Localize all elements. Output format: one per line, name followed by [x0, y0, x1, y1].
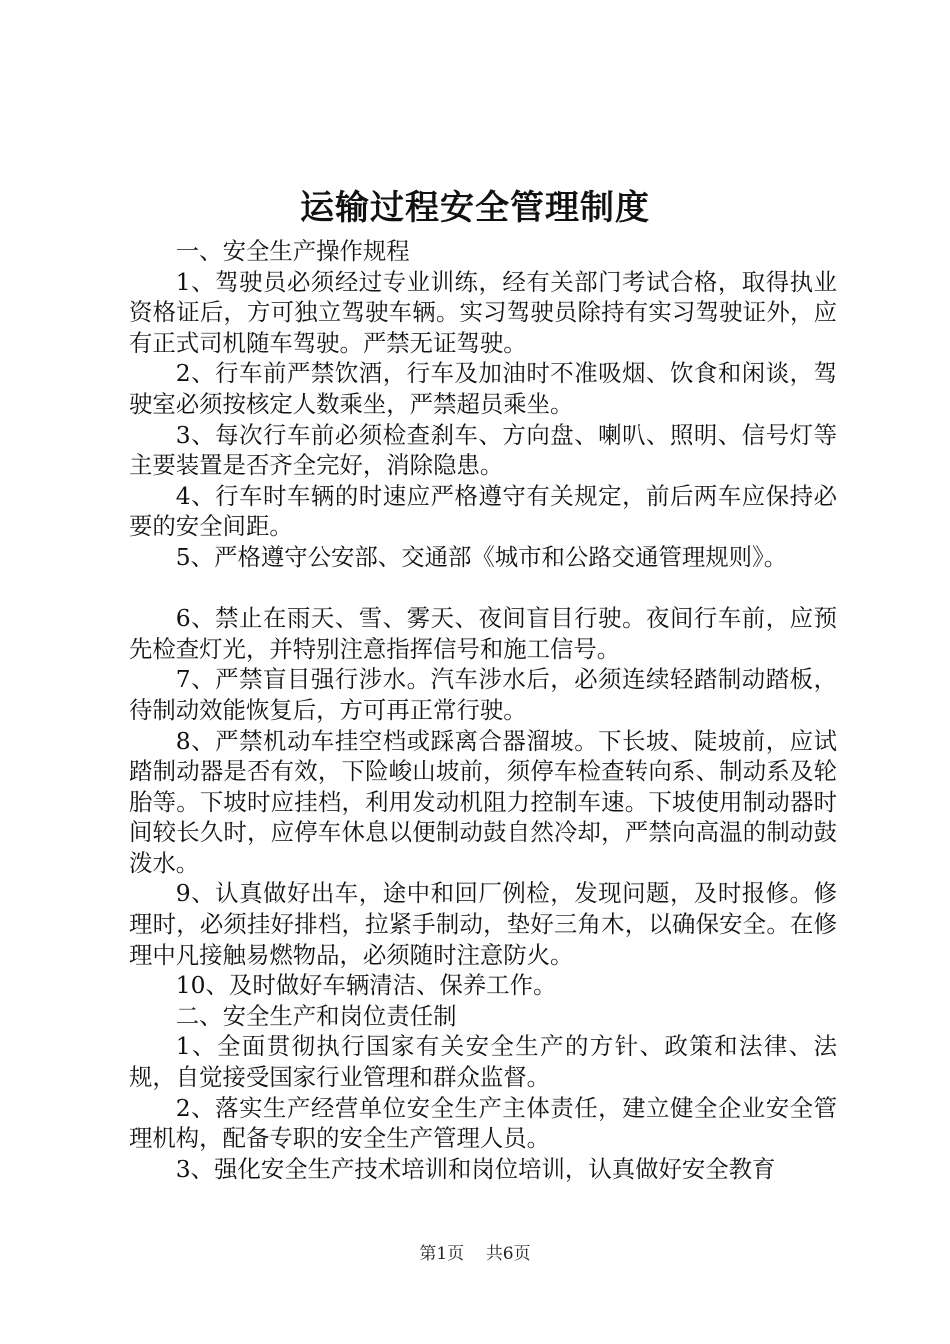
paragraph: 3、每次行车前必须检查刹车、方向盘、喇叭、照明、信号灯等主要装置是否齐全完好，消除隐患。 [129, 420, 837, 480]
paragraph: 9、认真做好出车，途中和回厂例检，发现问题，及时报修。修理时，必须挂好排档，拉紧手制动，垫好三角木，以确保安全。在修理中凡接触易燃物品，必须随时注意防火。 [129, 879, 837, 969]
section-heading: 二、安全生产和岗位责任制 [175, 1001, 457, 1030]
page-separator [470, 1242, 481, 1266]
page-footer [0, 1242, 950, 1266]
paragraph: 1、驾驶员必须经过专业训练，经有关部门考试合格，取得执业资格证后，方可独立驾驶车辆。实习驾驶员除持有实习驾驶证外，应有正式司机随车驾驶。严禁无证驾驶。 [129, 267, 837, 357]
paragraph: 2、行车前严禁饮酒，行车及加油时不准吸烟、饮食和闲谈，驾驶室必须按核定人数乘坐，严禁超员乘坐。 [129, 359, 837, 418]
paragraph: 1、全面贯彻执行国家有关安全生产的方针、政策和法律、法规，自觉接受国家行业管理和群众监督。 [129, 1032, 837, 1092]
paragraph: 5、严格遵守公安部、交通部《城市和公路交通管理规则》。 [175, 542, 788, 571]
page-total: 共6页 [485, 1244, 531, 1264]
paragraph: 7、严禁盲目强行涉水。汽车涉水后，必须连续轻踏制动踏板，待制动效能恢复后，方可再正常行驶。 [129, 665, 837, 724]
paragraph: 4、行车时车辆的时速应严格遵守有关规定，前后两车应保持必要的安全间距。 [129, 481, 837, 541]
blank-line [129, 573, 837, 604]
paragraph: 2、落实生产经营单位安全生产主体责任，建立健全企业安全管理机构，配备专职的安全生产管理人员。 [129, 1093, 837, 1153]
page-number: 第1页 [419, 1244, 465, 1264]
paragraph: 3、强化安全生产技术培训和岗位培训，认真做好安全教育 [175, 1154, 776, 1183]
section-heading: 一、安全生产操作规程 [175, 237, 410, 265]
paragraph: 6、禁止在雨天、雪、雾天、夜间盲目行驶。夜间行车前，应预先检查灯光，并特别注意指挥信号和施工信号。 [129, 604, 837, 663]
document-title: 运输过程安全管理制度 [300, 188, 650, 228]
document-body [129, 236, 837, 1184]
paragraph: 10、及时做好车辆清洁、保养工作。 [175, 971, 557, 1000]
paragraph: 8、严禁机动车挂空档或踩离合器溜坡。下长坡、陡坡前，应试踏制动器是否有效，下险峻山坡前，须停车检查转向系、制动系及轮胎等。下坡时应挂档，利用发动机阻力控制车速。下坡使用制动器时间较长久时，应停车休息以便制动鼓自然冷却，严禁向高温的制动鼓泼水。 [129, 726, 837, 877]
